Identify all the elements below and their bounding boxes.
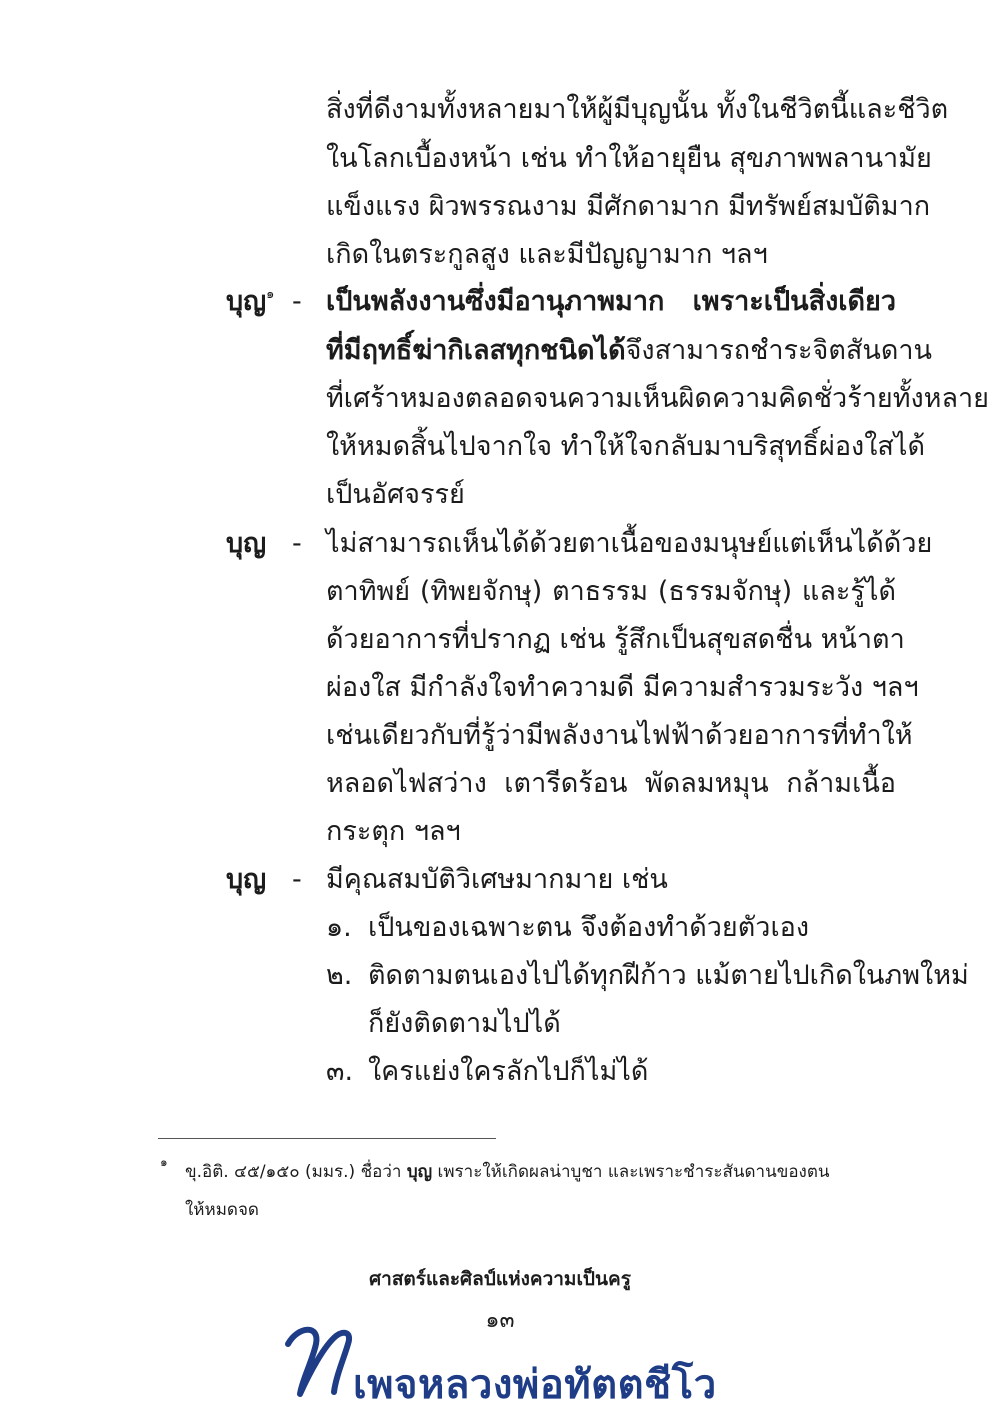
text-line: เช่นเดียวกับที่รู้ว่ามีพลังงานไฟฟ้าด้วยอาการที่ทำให้ xyxy=(326,720,913,751)
list-item-text: ใครแย่งใครลักไปก็ไม่ได้ xyxy=(368,1056,649,1087)
logo-text: เพจหลวงพ่อทัตตชีโว xyxy=(353,1362,717,1408)
text-line: ผ่องใส มีกำลังใจทำความดี มีความสำรวมระวัง ฯลฯ xyxy=(326,672,919,703)
text-segment: จึงสามารถชำระจิตสันดาน xyxy=(625,335,932,366)
book-title: ศาสตร์และศิลป์แห่งความเป็นครู xyxy=(369,1268,631,1290)
text-line: แข็งแรง ผิวพรรณงาม มีศักดามาก มีทรัพย์สมบัติมาก xyxy=(326,191,931,222)
entry-dash: - xyxy=(292,528,302,559)
list-number: ๑. xyxy=(326,912,352,943)
list-item-text: ติดตามตนเองไปได้ทุกฝีก้าว แม้ตายไปเกิดในภพใหม่ xyxy=(368,960,969,991)
entry-dash: - xyxy=(292,864,302,895)
footnote-text: ขุ.อิติ. ๔๕/๑๕๐ (มมร.) ชื่อว่า xyxy=(185,1162,407,1182)
footnote-number: ๑ xyxy=(160,1155,168,1169)
footnote-marker: ๑ xyxy=(266,287,275,302)
text-line: ตาทิพย์ (ทิพยจักษุ) ตาธรรม (ธรรมจักษุ) และรู้ได้ xyxy=(326,576,896,607)
footnote-line: ให้หมดจด xyxy=(185,1200,259,1220)
list-item-text: เป็นของเฉพาะตน จึงต้องทำด้วยตัวเอง xyxy=(368,912,810,943)
text-line: ให้หมดสิ้นไปจากใจ ทำให้ใจกลับมาบริสุทธิ์ผ่องใสได้ xyxy=(326,431,926,462)
list-number: ๓. xyxy=(326,1056,354,1087)
entry-term: บุญ xyxy=(226,528,267,559)
list-item-continuation: ก็ยังติดตามไปได้ xyxy=(368,1008,561,1039)
entry-term: บุญ xyxy=(226,864,267,895)
footnote-divider xyxy=(158,1138,496,1139)
text-line: ที่เศร้าหมองตลอดจนความเห็นผิดความคิดชั่วร้ายทั้งหลาย xyxy=(326,383,990,414)
text-line: ไม่สามารถเห็นได้ด้วยตาเนื้อของมนุษย์แต่เห็นได้ด้วย xyxy=(326,528,933,559)
entry-dash: - xyxy=(292,286,302,317)
text-line: สิ่งที่ดีงามทั้งหลายมาให้ผู้มีบุญนั้น ทั้งในชีวิตนี้และชีวิต xyxy=(326,94,949,125)
text-line: ด้วยอาการที่ปรากฏ เช่น รู้สึกเป็นสุขสดชื่น หน้าตา xyxy=(326,624,905,655)
emphasis-text: ที่มีฤทธิ์ฆ่ากิเลสทุกชนิดได้ xyxy=(326,335,626,366)
text-line: กระตุก ฯลฯ xyxy=(326,816,461,847)
entry-term: บุญ$^๑$ xyxy=(226,286,275,317)
page-number: ๑๓ xyxy=(485,1308,515,1333)
list-intro: มีคุณสมบัติวิเศษมากมาย เช่น xyxy=(326,864,668,895)
text-line: หลอดไฟสว่าง เตารีดร้อน พัดลมหมุน กล้ามเนื้อ xyxy=(326,768,896,799)
text-line-bold: เป็นพลังงานซึ่งมีอานุภาพมาก เพราะเป็นสิ่งเดียว xyxy=(326,286,896,317)
text-line: เกิดในตระกูลสูง และมีปัญญามาก ฯลฯ xyxy=(326,239,768,270)
footnote-text: เพราะให้เกิดผลน่าบูชา และเพราะชำระสันดานของตน xyxy=(432,1162,830,1182)
text-line: เป็นอัศจรรย์ xyxy=(326,479,465,510)
list-number: ๒. xyxy=(326,960,353,991)
text-line: ในโลกเบื้องหน้า เช่น ทำให้อายุยืน สุขภาพพลานามัย xyxy=(326,143,932,174)
footnote-emphasis: บุญ xyxy=(406,1162,433,1182)
text-line xyxy=(326,335,932,366)
footnote-line xyxy=(185,1164,830,1181)
logo-mark-icon xyxy=(280,1322,360,1402)
